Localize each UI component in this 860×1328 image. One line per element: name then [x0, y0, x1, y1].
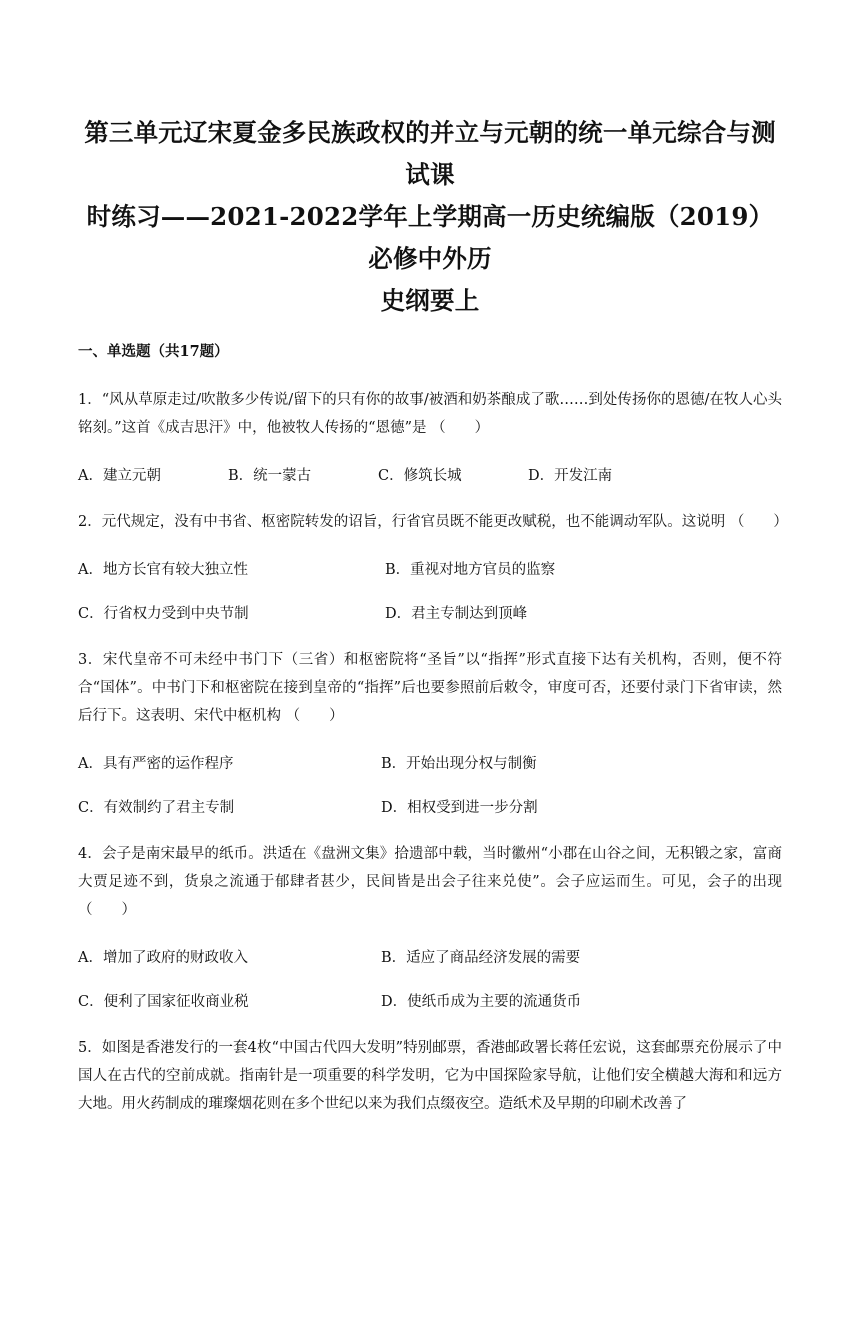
- question-3-options-row-1: [78, 754, 782, 774]
- question-2-option-b[interactable]: B．重视对地方官员的监察: [385, 562, 556, 578]
- document-title: [78, 112, 782, 322]
- question-3-option-b[interactable]: B．开始出现分权与制衡: [381, 756, 537, 772]
- question-2-options-row-2: [78, 604, 782, 624]
- question-3-options-row-2: [78, 798, 782, 818]
- question-2-option-d[interactable]: D．君主专制达到顶峰: [385, 606, 528, 622]
- question-3-stem: 3．宋代皇帝不可未经中书门下（三省）和枢密院将“圣旨”以“指挥”形式直接下达有关机构，否则，便不符合“国体”。中书门下和枢密院在接到皇帝的“指挥”后也要参照前后敕令，审度可否，还要付录门下省审读，然后行下。这表明、宋代中枢机构 （ ）: [78, 652, 782, 724]
- question-3-option-c[interactable]: C．有效制约了君主专制: [78, 800, 235, 816]
- question-4-options-row-1: [78, 948, 782, 968]
- question-2-options-row-1: [78, 560, 782, 580]
- question-2-option-a[interactable]: A．地方长官有较大独立性: [78, 562, 248, 578]
- title-line-3: 史纲要上: [380, 286, 480, 315]
- question-1-options: [78, 466, 782, 486]
- question-2-stem: 2．元代规定，没有中书省、枢密院转发的诏旨，行省官员既不能更改赋税，也不能调动军队。这说明 （ ）: [78, 514, 788, 530]
- question-5-stem: 5．如图是香港发行的一套4枚“中国古代四大发明”特别邮票，香港邮政署长蒋任宏说，这套邮票充份展示了中国人在古代的空前成就。指南针是一项重要的科学发明，它为中国探险家导航，让他们安全横越大海和和远方大地。用火药制成的璀璨烟花则在多个世纪以来为我们点缀夜空。造纸术及早期的印刷术改善了: [78, 1040, 782, 1112]
- question-1-stem: 1．“风从草原走过/吹散多少传说/留下的只有你的故事/被酒和奶茶酿成了歌……到处传扬你的恩德/在牧人心头铭刻。”这首《成吉思汗》中，他被牧人传扬的“恩德”是 （ ）: [78, 392, 782, 436]
- question-2-option-c[interactable]: C．行省权力受到中央节制: [78, 606, 249, 622]
- question-3-option-d[interactable]: D．相权受到进一步分割: [381, 800, 538, 816]
- question-1-option-d[interactable]: D．开发江南: [528, 468, 613, 484]
- question-4-option-a[interactable]: A．增加了政府的财政收入: [78, 950, 248, 966]
- question-4-options-row-2: [78, 992, 782, 1012]
- question-3-option-a[interactable]: A．具有严密的运作程序: [78, 756, 234, 772]
- question-1-option-b[interactable]: B．统一蒙古: [228, 468, 312, 484]
- title-line-2: 时练习——2021-2022学年上学期高一历史统编版（2019）必修中外历: [86, 202, 774, 273]
- question-1-option-c[interactable]: C．修筑长城: [378, 468, 462, 484]
- question-4-option-d[interactable]: D．使纸币成为主要的流通货币: [381, 994, 582, 1010]
- question-4-stem: 4．会子是南宋最早的纸币。洪适在《盘洲文集》拾遗部中载，当时徽州“小郡在山谷之间，无积锻之家，富商大贾足迹不到，货泉之流通于郁肆者甚少，民间皆是出会子往来兑使”。会子应运而生。可见，会子的出现 （ ）: [78, 846, 782, 918]
- question-4-option-b[interactable]: B．适应了商品经济发展的需要: [381, 950, 581, 966]
- document-page: [0, 112, 860, 1328]
- question-4-option-c[interactable]: C．便利了国家征收商业税: [78, 994, 249, 1010]
- question-1-option-a[interactable]: A．建立元朝: [78, 468, 161, 484]
- section-heading: 一、单选题（共17题）: [78, 343, 229, 360]
- title-line-1: 第三单元辽宋夏金多民族政权的并立与元朝的统一单元综合与测试课: [84, 118, 776, 189]
